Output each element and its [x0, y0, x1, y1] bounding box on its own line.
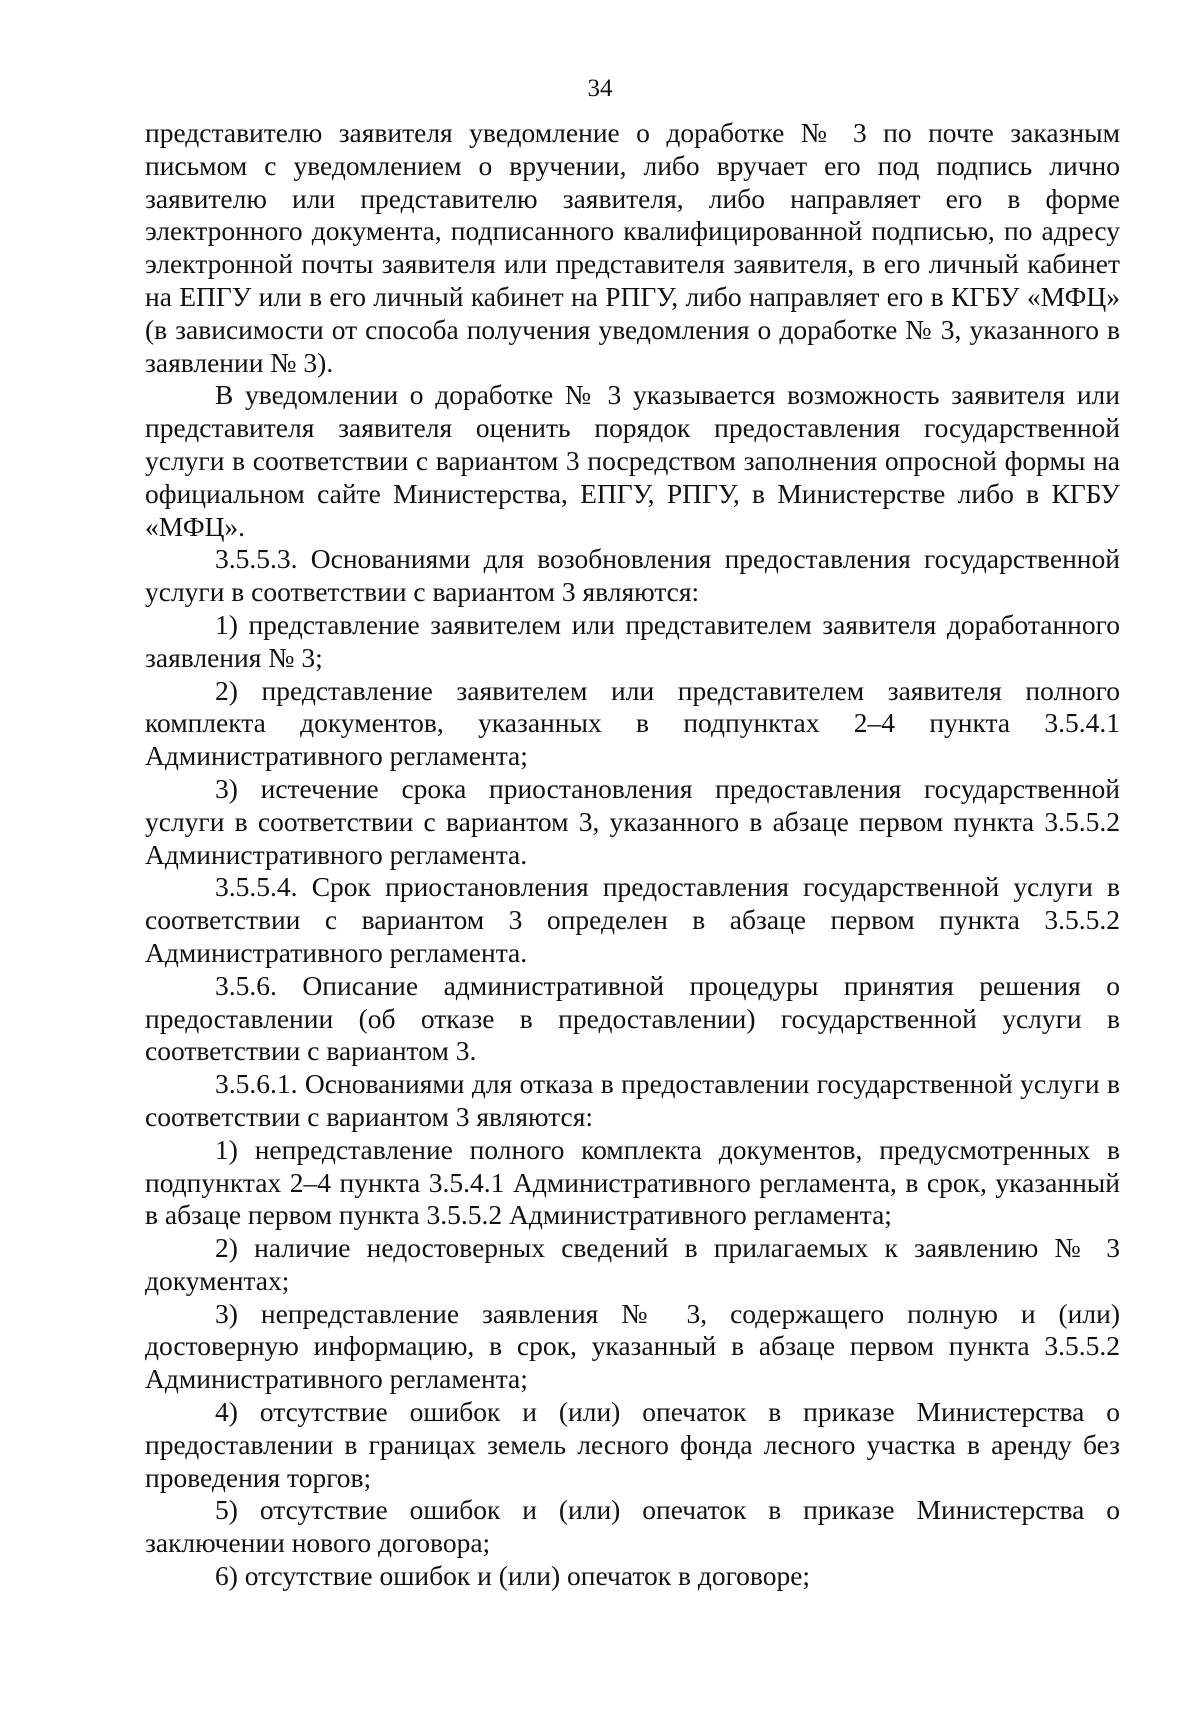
list-item-1: 1) представление заявителем или представителем заявителя доработанного заявления № 3;: [145, 608, 1120, 673]
clause-3-5-6-1: 3.5.6.1. Основаниями для отказа в предоставлении государственной услуги в соответствии с вариантом 3 являются:: [145, 1068, 1120, 1132]
refusal-item-4: 4) отсутствие ошибок и (или) опечаток в приказе Министерства о предоставлении в границах земель лесного фонда лесного участка в аренду без проведения торгов;: [145, 1396, 1120, 1493]
list-item-3: 3) истечение срока приостановления предоставления государственной услуги в соответствии с вариантом 3, указанного в абзаце первом пункта 3.5.5.2 Административного регламента.: [145, 772, 1120, 870]
paragraph-continuation: представителю заявителя уведомление о доработке № 3 по почте заказным письмом с уведомлением о вручении, либо вручает его под подпись лично заявителю или представителю заявителя, либо направляет его в форме электронного документа, подписанного квалифицированной подписью, по адресу электронной почты заявителя или представителя заявителя, в его личный кабинет на ЕПГУ или в его личный кабинет на РПГУ, либо направляет его в КГБУ «МФЦ» (в зависимости от способа получения уведомления о доработке № 3, указанного в заявлении № 3).: [145, 117, 1120, 378]
clause-3-5-6: 3.5.6. Описание административной процедуры принятия решения о предоставлении (об отказе в предоставлении) государственной услуги в соответствии с вариантом 3.: [145, 969, 1120, 1067]
refusal-item-5: 5) отсутствие ошибок и (или) опечаток в приказе Министерства о заключении нового договора;: [145, 1494, 1120, 1559]
list-item-2: 2) представление заявителем или представителем заявителя полного комплекта документов, указанных в подпунктах 2–4 пункта 3.5.4.1 Административного регламента;: [145, 674, 1120, 772]
paragraph-notification: В уведомлении о доработке № 3 указывается возможность заявителя или представителя заявителя оценить порядок предоставления государственной услуги в соответствии с вариантом 3 посредством заполнения опросной формы на официальном сайте Министерства, ЕПГУ, РПГУ, в Министерстве либо в КГБУ «МФЦ».: [145, 379, 1120, 542]
refusal-item-2: 2) наличие недостоверных сведений в прилагаемых к заявлению № 3 документах;: [145, 1232, 1120, 1296]
document-body: [145, 117, 1120, 1593]
clause-3-5-5-4: 3.5.5.4. Срок приостановления предоставления государственной услуги в соответствии с вариантом 3 определен в абзаце первом пункта 3.5.5.2 Административного регламента.: [145, 871, 1120, 968]
refusal-item-6: 6) отсутствие ошибок и (или) опечаток в договоре;: [215, 1560, 811, 1592]
clause-3-5-5-3: 3.5.5.3. Основаниями для возобновления предоставления государственной услуги в соответствии с вариантом 3 являются:: [145, 543, 1120, 608]
page-number: 34: [587, 75, 613, 102]
refusal-item-1: 1) непредставление полного комплекта документов, предусмотренных в подпунктах 2–4 пункта 3.5.4.1 Административного регламента, в срок, указанный в абзаце первом пункта 3.5.5.2 Административного регламента;: [145, 1133, 1120, 1231]
refusal-item-3: 3) непредставление заявления № 3, содержащего полную и (или) достоверную информацию, в срок, указанный в абзаце первом пункта 3.5.5.2 Административного регламента;: [145, 1297, 1120, 1395]
